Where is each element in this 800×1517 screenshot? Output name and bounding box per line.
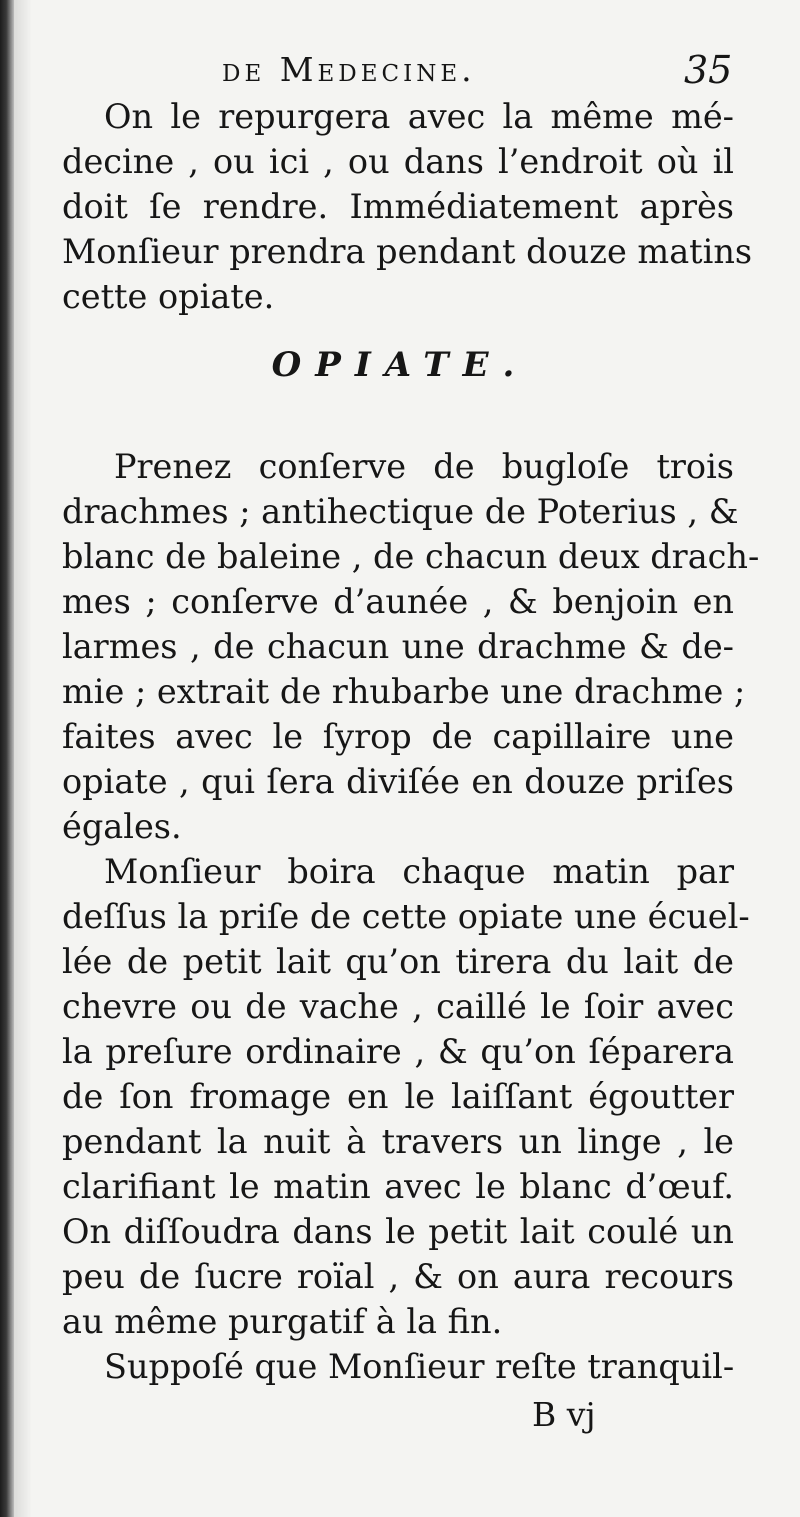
text-line: chevre ou de vache , caillé le ſoir avec xyxy=(62,987,734,1026)
text-line: mes ; conſerve d’aunée , & benjoin en xyxy=(62,582,734,621)
text-line: On diſſoudra dans le petit lait coulé un xyxy=(62,1212,734,1251)
text-line: Monſieur prendra pendant douze matins xyxy=(62,232,753,271)
text-line: Monſieur boira chaque matin par xyxy=(104,852,734,891)
text-line: cette opiate. xyxy=(62,277,275,316)
text-line: au même purgatif à la fin. xyxy=(62,1302,503,1341)
text-line: decine , ou ici , ou dans l’endroit où il xyxy=(62,142,734,181)
text-line: Suppoſé que Monſieur reſte tranquil- xyxy=(104,1347,735,1386)
text-line: faites avec le ſyrop de capillaire une xyxy=(62,717,734,756)
text-line: larmes , de chacun une drachme & de- xyxy=(62,627,734,666)
paragraph-repurge xyxy=(62,95,753,325)
text-line: doit ſe rendre. Immédiatement après xyxy=(62,187,734,226)
text-line: pendant la nuit à travers un linge , le xyxy=(62,1122,734,1161)
text-line: la preſure ordinaire , & qu’on ſéparera xyxy=(62,1032,734,1071)
text-line: mie ; extrait de rhubarbe une drachme ; xyxy=(62,672,746,711)
text-line: de ſon fromage en le laiſſant égoutter xyxy=(62,1077,734,1116)
text-line: peu de ſucre roïal , & on aura recours xyxy=(62,1257,734,1296)
paragraph-opiate-recipe xyxy=(62,445,760,846)
paragraph-continuation xyxy=(62,1345,734,1391)
page-number: 35 xyxy=(684,48,733,92)
paragraph-whey-instructions xyxy=(62,850,750,1350)
text-line: Prenez conſerve de bugloſe trois xyxy=(114,447,734,486)
page-header xyxy=(0,48,800,98)
page-binding-shadow xyxy=(14,0,32,1517)
text-line: égales. xyxy=(62,807,182,846)
text-line: lée de petit lait qu’on tirera du lait de xyxy=(62,942,734,981)
text-line: clarifiant le matin avec le blanc d’œuf. xyxy=(62,1167,734,1206)
text-line: deſſus la priſe de cette opiate une écuel- xyxy=(62,897,750,936)
text-line: drachmes ; antihectique de Poterius , & xyxy=(62,492,739,531)
text-line: blanc de baleine , de chacun deux drach- xyxy=(62,537,760,576)
section-heading-opiate: OPIATE. xyxy=(271,345,529,385)
page-binding-edge xyxy=(0,0,14,1517)
text-line: On le repurgera avec la même mé- xyxy=(104,97,734,136)
text-line: opiate , qui ſera diviſée en douze priſes xyxy=(62,762,734,801)
running-title: de Medecine. xyxy=(222,50,476,89)
signature-mark: B vj xyxy=(532,1395,596,1434)
